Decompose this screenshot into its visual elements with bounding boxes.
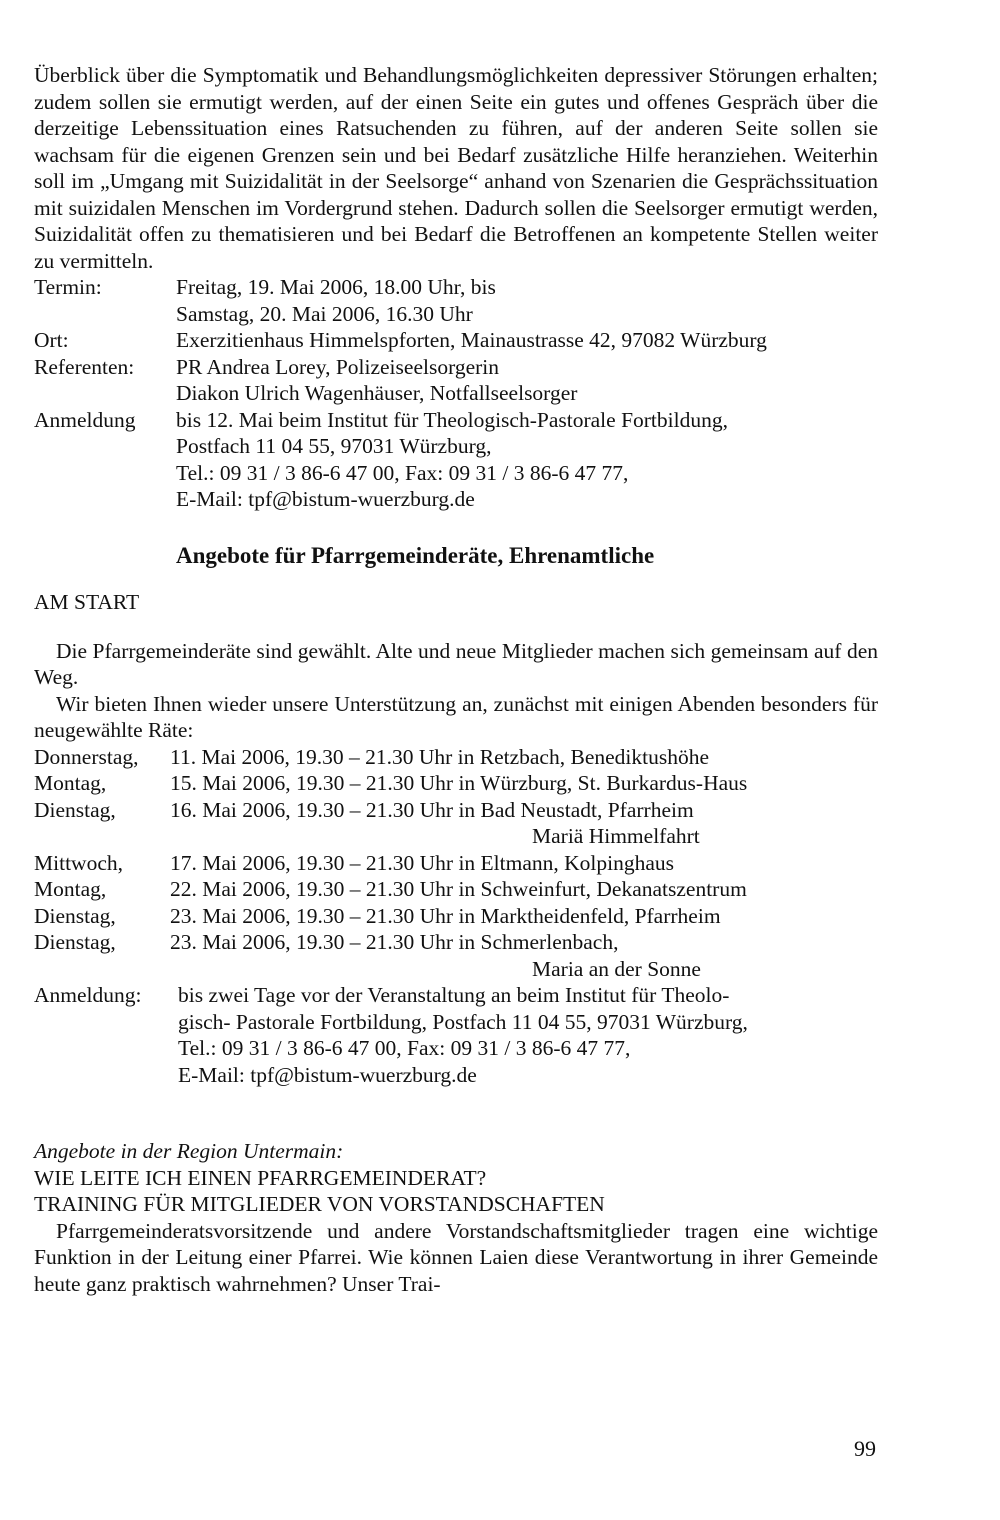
schedule-row (34, 903, 878, 930)
schedule-text: 23. Mai 2006, 19.30 – 21.30 Uhr in Schmerlenbach, (170, 930, 619, 954)
ort-label: Ort: (34, 328, 69, 352)
schedule-row (34, 876, 878, 903)
referent-1: PR Andrea Lorey, Polizeiseelsorgerin (176, 354, 500, 379)
schedule-row (34, 850, 878, 877)
anmeldung-email: E-Mail: tpf@bistum-wuerzburg.de (176, 487, 475, 511)
schedule-day: Dienstag, (34, 903, 116, 928)
anmeldung-line-3: Tel.: 09 31 / 3 86-6 47 00, Fax: 09 31 / 3 86-6 47 77, (176, 460, 629, 485)
anmeldung-line-1: bis 12. Mai beim Institut für Theologisch-Pastorale Fortbildung, (176, 407, 728, 432)
schedule-continuation: Mariä Himmelfahrt (532, 824, 700, 848)
schedule-day: Montag, (34, 771, 107, 795)
untermain-title-1: WIE LEITE ICH EINEN PFARRGEMEINDERAT? (34, 1165, 487, 1190)
referenten-row (34, 354, 878, 407)
am-start-anmeldung-line-3: Tel.: 09 31 / 3 86-6 47 00, Fax: 09 31 / 3 86-6 47 77, (178, 1036, 631, 1060)
schedule-list (34, 744, 878, 983)
section-heading: Angebote für Pfarrgemeinderäte, Ehrenamtliche (176, 542, 655, 568)
termin-label: Termin: (34, 275, 102, 299)
anmeldung-row (34, 407, 878, 513)
anmeldung-line-2: Postfach 11 04 55, 97031 Würzburg, (176, 434, 492, 458)
schedule-text: 23. Mai 2006, 19.30 – 21.30 Uhr in Marktheidenfeld, Pfarrheim (170, 903, 721, 928)
ort-value: Exerzitienhaus Himmelspforten, Mainaustrasse 42, 97082 Würzburg (176, 328, 767, 352)
schedule-text: 17. Mai 2006, 19.30 – 21.30 Uhr in Eltmann, Kolpinghaus (170, 850, 675, 875)
am-start-anmeldung-line-1: bis zwei Tage vor der Veranstaltung an beim Institut für Theolo- (178, 983, 730, 1007)
untermain-paragraph: Pfarrgemeinderatsvorsitzende und andere Vorstandschaftsmitglieder tragen eine wichtige Funktion in der Leitung einer Pfarrei. Wie können Laien diese Verantwortung in ihrer Gemeinde heute ganz praktisch wahrnehmen? Unser Trai- (34, 1218, 878, 1296)
am-start-anmeldung-email: E-Mail: tpf@bistum-wuerzburg.de (178, 1062, 477, 1087)
schedule-text: 15. Mai 2006, 19.30 – 21.30 Uhr in Würzburg, St. Burkardus-Haus (170, 771, 748, 795)
schedule-continuation: Maria an der Sonne (532, 956, 701, 981)
schedule-row (34, 929, 878, 956)
intro-paragraph: Überblick über die Symptomatik und Behandlungsmöglichkeiten depressiver Störungen erhalten; zudem sollen sie ermutigt werden, auf der einen Seite ein gutes und offenes Gespräch über die derzeitige Lebenssituation eines Ratsuchenden zu führen, auf der anderen Seite sollen sie wachsam für die eigenen Grenzen sein und bei Bedarf zusätzliche Hilfe heranziehen. Weiterhin soll im „Umgang mit Suizidalität in der Seelsorge“ anhand von Szenarien die Gesprächssituation mit suizidalen Menschen im Vordergrund stehen. Dadurch sollen die Seelsorger ermutigt werden, Suizidalität offen zu thematisieren und bei Bedarf die Betroffenen an kompetente Stellen weiter zu vermitteln. (34, 63, 878, 273)
ort-row (34, 327, 878, 354)
schedule-text: 16. Mai 2006, 19.30 – 21.30 Uhr in Bad Neustadt, Pfarrheim (170, 797, 694, 822)
am-start-anmeldung-label: Anmeldung: (34, 983, 142, 1007)
am-start-paragraph-2: Wir bieten Ihnen wieder unsere Unterstützung an, zunächst mit einigen Abenden besonders für neugewählte Räte: (34, 691, 878, 742)
event-details (34, 274, 878, 513)
page-number: 99 (854, 1436, 876, 1461)
am-start-anmeldung-line-2: gisch- Pastorale Fortbildung, Postfach 11 04 55, 97031 Würzburg, (178, 1009, 748, 1034)
termin-line-2: Samstag, 20. Mai 2006, 16.30 Uhr (176, 301, 473, 326)
referenten-label: Referenten: (34, 354, 135, 379)
schedule-day: Montag, (34, 877, 107, 901)
termin-row (34, 274, 878, 327)
anmeldung-label: Anmeldung (34, 407, 136, 432)
am-start-anmeldung-row (34, 982, 878, 1088)
am-start-title: AM START (34, 590, 140, 614)
schedule-text: 11. Mai 2006, 19.30 – 21.30 Uhr in Retzbach, Benediktushöhe (170, 744, 710, 769)
schedule-text: 22. Mai 2006, 19.30 – 21.30 Uhr in Schweinfurt, Dekanatszentrum (170, 877, 747, 901)
schedule-row (34, 744, 878, 771)
schedule-day: Mittwoch, (34, 850, 123, 875)
page-content (34, 62, 878, 1297)
am-start-paragraph-1: Die Pfarrgemeinderäte sind gewählt. Alte und neue Mitglieder machen sich gemeinsam auf den Weg. (34, 638, 878, 689)
schedule-day: Donnerstag, (34, 744, 139, 769)
region-label: Angebote in der Region Untermain: (34, 1139, 344, 1163)
referent-2: Diakon Ulrich Wagenhäuser, Notfallseelsorger (176, 381, 578, 405)
untermain-title-2: TRAINING FÜR MITGLIEDER VON VORSTANDSCHAFTEN (34, 1192, 605, 1216)
termin-line-1: Freitag, 19. Mai 2006, 18.00 Uhr, bis (176, 275, 496, 299)
schedule-day: Dienstag, (34, 930, 116, 954)
schedule-row (34, 797, 878, 824)
schedule-row (34, 770, 878, 797)
schedule-day: Dienstag, (34, 797, 116, 822)
